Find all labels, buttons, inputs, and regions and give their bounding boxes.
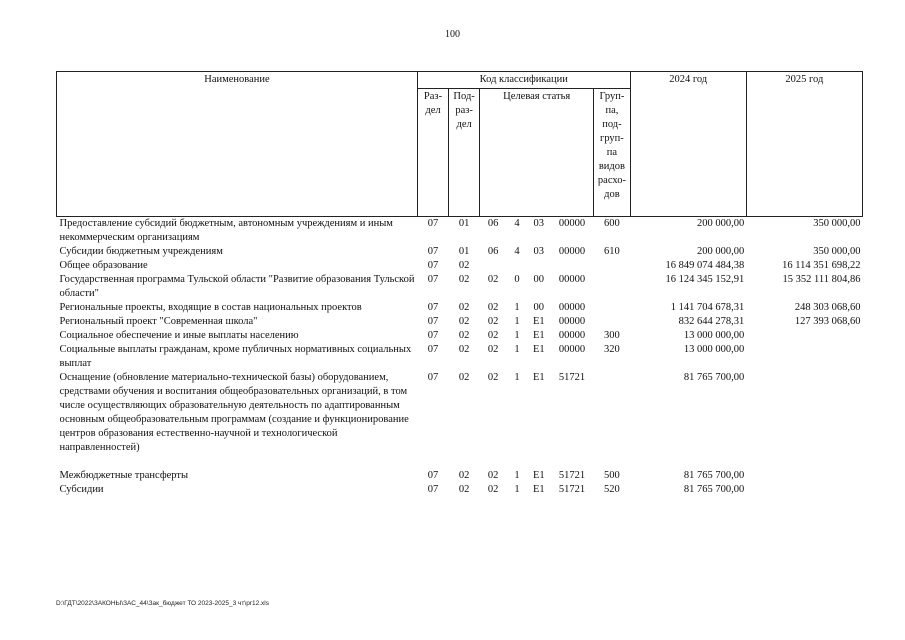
header-podrazdel: Под- раз- дел xyxy=(449,89,480,217)
row-razdel: 07 xyxy=(427,218,439,229)
row-name: Предоставление субсидий бюджетным, автономным учреждениям и иным некоммерческим организациям xyxy=(59,218,393,243)
row-target-3: E1 xyxy=(532,330,545,341)
row-amount-2025: 127 393 068,60 xyxy=(794,316,861,327)
row-target-2: 4 xyxy=(514,246,520,257)
row-target-1 xyxy=(480,259,507,273)
table-row xyxy=(57,273,863,301)
row-target-1: 02 xyxy=(487,330,499,341)
row-podrazdel: 02 xyxy=(458,484,470,495)
row-amount-2025 xyxy=(746,455,862,469)
row-razdel: 07 xyxy=(427,330,439,341)
row-amount-2025 xyxy=(746,483,862,497)
row-target-3: E1 xyxy=(532,344,545,355)
row-podrazdel: 02 xyxy=(458,470,470,481)
row-razdel: 07 xyxy=(427,316,439,327)
row-podrazdel: 02 xyxy=(458,302,470,313)
row-target-3: 00 xyxy=(533,274,545,285)
row-amount-2024: 200 000,00 xyxy=(697,246,745,257)
row-podrazdel: 02 xyxy=(458,274,470,285)
row-expense-group: 500 xyxy=(604,470,620,481)
row-target-2: 1 xyxy=(514,316,520,327)
row-name: Социальные выплаты гражданам, кроме публичных нормативных социальных выплат xyxy=(59,344,412,369)
row-razdel: 07 xyxy=(427,372,439,383)
row-name: Оснащение (обновление материально-технической базы) оборудованием, средствами обучения и воспитания общеобразовательных организаций, в том числе осуществляющих образовательную деятельность по адаптированным основным общеобразовательным программам (создание и функционирование центров образования естественно-научной и технологической направленностей) xyxy=(59,372,409,453)
row-target-2: 1 xyxy=(514,302,520,313)
table-row xyxy=(57,315,863,329)
header-year-2024: 2024 год xyxy=(630,72,746,217)
row-target-3: 00 xyxy=(533,302,545,313)
header-razdel: Раз- дел xyxy=(417,89,448,217)
row-target-1: 02 xyxy=(487,316,499,327)
row-expense-group xyxy=(594,259,630,273)
row-target-3: E1 xyxy=(532,316,545,327)
row-target-1: 06 xyxy=(487,218,499,229)
row-amount-2025 xyxy=(746,469,862,483)
row-podrazdel: 02 xyxy=(458,260,470,271)
row-expense-group: 520 xyxy=(604,484,620,495)
row-amount-2024: 13 000 000,00 xyxy=(683,344,745,355)
row-amount-2024 xyxy=(630,455,746,469)
row-target-1: 02 xyxy=(487,302,499,313)
row-amount-2024: 81 765 700,00 xyxy=(683,372,745,383)
row-target-3: 03 xyxy=(533,218,545,229)
row-razdel: 07 xyxy=(427,484,439,495)
file-path-footer: D:\ГДТ\2022\ЗАКОНЫ\ЗАС_44\Зак_бюджет ТО 2023-2025_3 чт\pr12.xls xyxy=(56,600,269,607)
table-row xyxy=(57,371,863,455)
row-amount-2024: 13 000 000,00 xyxy=(683,330,745,341)
header-year-2025: 2025 год xyxy=(746,72,862,217)
row-podrazdel xyxy=(449,455,480,469)
table-row xyxy=(57,469,863,483)
row-target-4 xyxy=(550,259,594,273)
row-amount-2025: 15 352 111 804,86 xyxy=(782,274,861,285)
budget-table xyxy=(56,71,863,497)
row-target-2: 1 xyxy=(514,484,520,495)
row-podrazdel: 01 xyxy=(458,218,470,229)
row-target-1: 02 xyxy=(487,372,499,383)
row-expense-group: 600 xyxy=(604,218,620,229)
row-target-4: 51721 xyxy=(558,372,586,383)
row-target-4: 00000 xyxy=(558,274,586,285)
row-target-2: 1 xyxy=(514,330,520,341)
row-target-4: 51721 xyxy=(558,484,586,495)
row-target-1: 02 xyxy=(487,274,499,285)
row-name: Социальное обеспечение и иные выплаты населению xyxy=(59,330,299,341)
row-expense-group: 610 xyxy=(604,246,620,257)
row-amount-2024: 81 765 700,00 xyxy=(683,470,745,481)
row-target-2: 1 xyxy=(514,372,520,383)
row-name xyxy=(57,455,418,469)
row-razdel: 07 xyxy=(427,260,439,271)
row-target-1: 02 xyxy=(487,470,499,481)
row-amount-2024: 81 765 700,00 xyxy=(683,484,745,495)
row-name: Субсидии xyxy=(59,484,104,495)
row-expense-group xyxy=(594,301,630,315)
row-name: Региональный проект "Современная школа" xyxy=(59,316,258,327)
row-razdel: 07 xyxy=(427,246,439,257)
header-code: Код классификации xyxy=(417,72,630,89)
row-target-4: 00000 xyxy=(558,218,586,229)
row-amount-2024: 1 141 704 678,31 xyxy=(670,302,745,313)
table-row xyxy=(57,301,863,315)
row-target-2 xyxy=(507,259,528,273)
header-target-article: Целевая статья xyxy=(480,89,594,217)
row-podrazdel: 02 xyxy=(458,344,470,355)
table-row xyxy=(57,483,863,497)
row-name: Государственная программа Тульской области "Развитие образования Тульской области" xyxy=(59,274,415,299)
row-podrazdel: 02 xyxy=(458,316,470,327)
row-amount-2025 xyxy=(746,343,862,371)
row-target-4: 00000 xyxy=(558,316,586,327)
table-body xyxy=(57,217,863,498)
row-target-2: 1 xyxy=(514,344,520,355)
row-target-1: 02 xyxy=(487,344,499,355)
row-amount-2025 xyxy=(746,371,862,455)
table-row xyxy=(57,329,863,343)
row-amount-2025 xyxy=(746,329,862,343)
row-amount-2025: 16 114 351 698,22 xyxy=(782,260,861,271)
row-target-1: 06 xyxy=(487,246,499,257)
row-target-1: 02 xyxy=(487,484,499,495)
row-razdel: 07 xyxy=(427,302,439,313)
row-name: Общее образование xyxy=(59,260,148,271)
row-target-2: 4 xyxy=(514,218,520,229)
row-amount-2024: 16 124 345 152,91 xyxy=(665,274,745,285)
row-target-4: 00000 xyxy=(558,302,586,313)
row-razdel: 07 xyxy=(427,470,439,481)
row-target-3: E1 xyxy=(532,470,545,481)
row-name: Региональные проекты, входящие в состав национальных проектов xyxy=(59,302,362,313)
header-expense-group: Груп- па, под- груп- па видов расхо- дов xyxy=(594,89,630,217)
table-row xyxy=(57,455,863,469)
row-amount-2025: 248 303 068,60 xyxy=(794,302,861,313)
row-expense-group: 300 xyxy=(604,330,620,341)
header-name: Наименование xyxy=(57,72,418,217)
row-target-2 xyxy=(507,455,528,469)
row-razdel: 07 xyxy=(427,344,439,355)
row-amount-2024: 16 849 074 484,38 xyxy=(665,260,745,271)
row-name: Межбюджетные трансферты xyxy=(59,470,189,481)
row-target-4: 00000 xyxy=(558,344,586,355)
row-expense-group: 320 xyxy=(604,344,620,355)
row-target-3 xyxy=(527,259,550,273)
row-razdel: 07 xyxy=(427,274,439,285)
row-target-4 xyxy=(550,455,594,469)
row-target-2: 0 xyxy=(514,274,520,285)
page-number: 100 xyxy=(445,29,460,40)
row-podrazdel: 02 xyxy=(458,372,470,383)
row-target-3: E1 xyxy=(532,484,545,495)
row-amount-2024: 832 644 278,31 xyxy=(678,316,745,327)
row-target-3 xyxy=(527,455,550,469)
row-target-4: 00000 xyxy=(558,330,586,341)
row-target-3: 03 xyxy=(533,246,545,257)
row-target-3: E1 xyxy=(532,372,545,383)
table-row xyxy=(57,245,863,259)
row-amount-2024: 200 000,00 xyxy=(697,218,745,229)
row-expense-group xyxy=(594,371,630,455)
row-target-2: 1 xyxy=(514,470,520,481)
table-header xyxy=(57,72,863,217)
row-expense-group xyxy=(594,315,630,329)
row-razdel xyxy=(417,455,448,469)
row-amount-2025: 350 000,00 xyxy=(813,246,861,257)
table-row xyxy=(57,217,863,246)
row-expense-group xyxy=(594,273,630,301)
table-row xyxy=(57,259,863,273)
row-target-1 xyxy=(480,455,507,469)
row-target-4: 51721 xyxy=(558,470,586,481)
row-podrazdel: 01 xyxy=(458,246,470,257)
table-row xyxy=(57,343,863,371)
row-name: Субсидии бюджетным учреждениям xyxy=(59,246,223,257)
row-podrazdel: 02 xyxy=(458,330,470,341)
budget-table-sheet xyxy=(56,71,863,497)
row-amount-2025: 350 000,00 xyxy=(813,218,861,229)
row-expense-group xyxy=(594,455,630,469)
row-target-4: 00000 xyxy=(558,246,586,257)
